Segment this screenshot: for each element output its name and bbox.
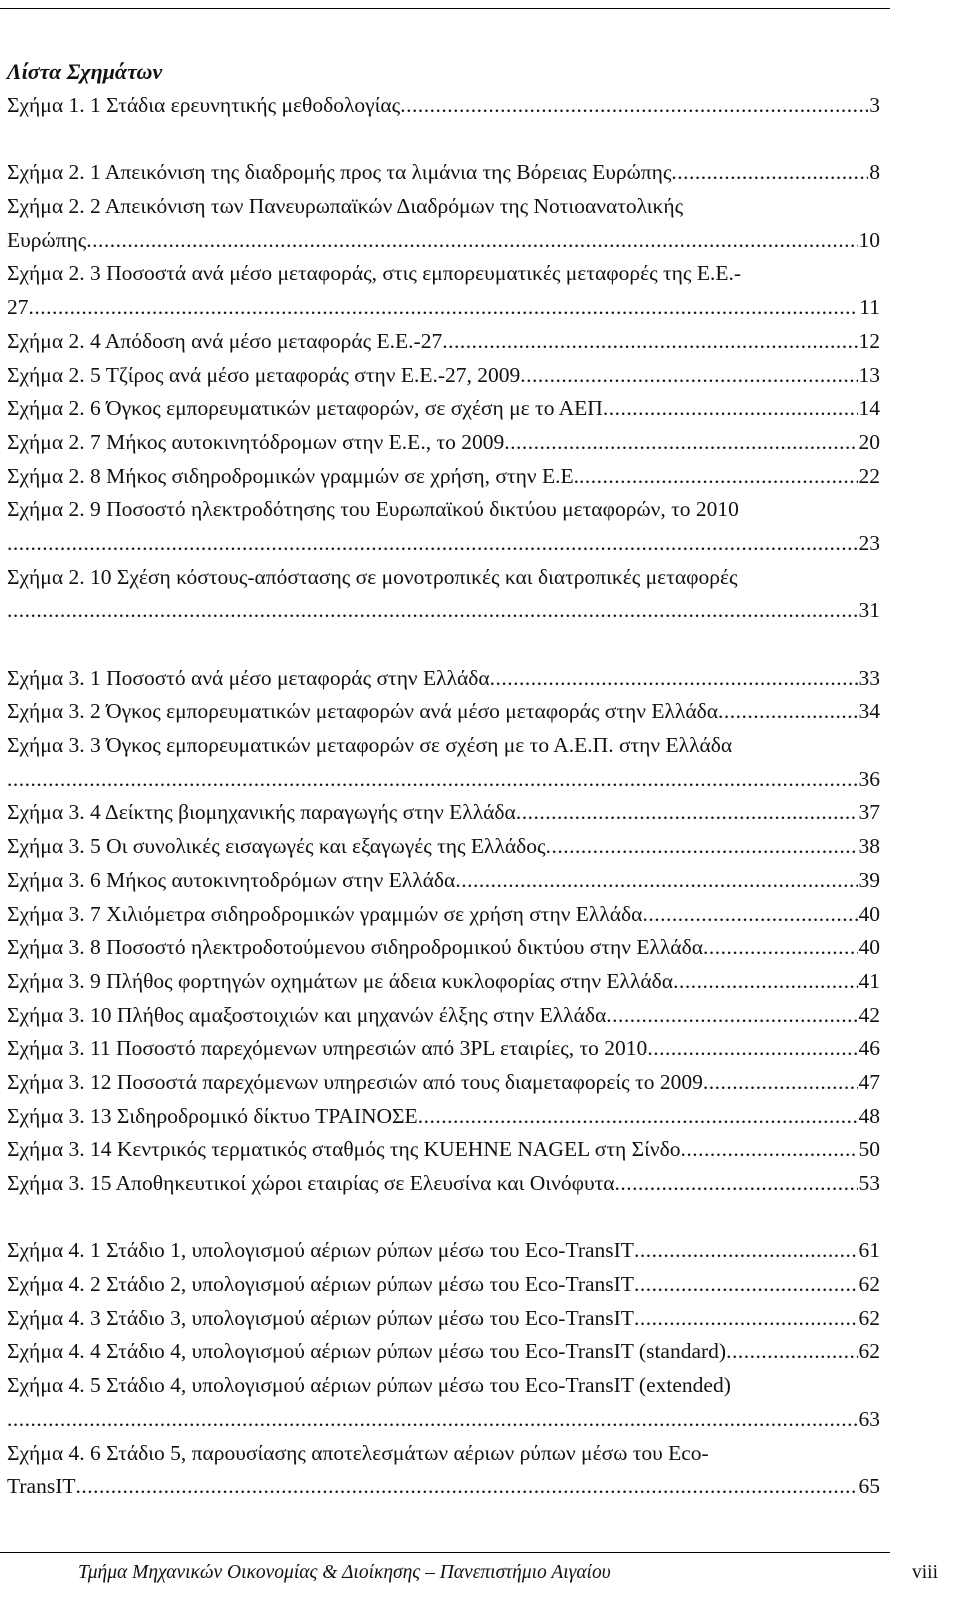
toc-page-number: 61 <box>858 1238 880 1263</box>
dot-leader <box>606 999 857 1033</box>
toc-entry-text: Σχήμα 3. 7 Χιλιόμετρα σιδηροδρομικών γραμμών σε χρήση στην Ελλάδα <box>7 901 643 926</box>
toc-entry-text: Σχήμα 3. 5 Οι συνολικές εισαγωγές και εξαγωγές της Ελλάδος <box>7 834 546 859</box>
toc-entry-line <box>7 965 880 999</box>
toc-entry-text: Σχήμα 1. 1 Στάδια ερευνητικής μεθοδολογίας <box>7 93 401 117</box>
toc-entry-line <box>7 426 880 460</box>
dot-leader <box>634 1234 858 1268</box>
toc-entry-line <box>7 796 880 830</box>
toc-page-number: 46 <box>858 1036 880 1061</box>
toc-entry[interactable] <box>7 1133 880 1167</box>
toc-entry[interactable] <box>7 1066 880 1100</box>
toc-entry[interactable] <box>7 1369 880 1436</box>
toc-entry-line <box>7 1100 880 1134</box>
dot-leader <box>516 796 858 830</box>
toc-entry[interactable] <box>7 695 880 729</box>
toc-page-number: 53 <box>858 1171 880 1195</box>
toc-entry-line <box>7 864 880 898</box>
toc-entry-text: Σχήμα 3. 14 Κεντρικός τερματικός σταθμός της KUEHNE NAGEL στη Σίνδο <box>7 1137 681 1162</box>
dot-leader <box>520 359 857 393</box>
toc-page-number: 14 <box>858 396 880 421</box>
toc-entry[interactable] <box>7 190 880 257</box>
toc-entry-line <box>7 1302 880 1336</box>
toc-entry-line <box>7 1403 880 1437</box>
toc-entry-line <box>7 224 880 258</box>
dot-leader <box>86 224 857 258</box>
toc-page-number: 3 <box>869 93 880 117</box>
toc-entry[interactable] <box>7 460 880 494</box>
toc-page-number: 10 <box>858 227 880 252</box>
footer-text: Τμήμα Μηχανικών Οικονομίας & Διοίκησης – Πανεπιστήμιο Αιγαίου <box>78 1562 611 1583</box>
group-spacer <box>7 1201 880 1235</box>
toc-entry-text: Σχήμα 3. 3 Όγκος εμπορευματικών μεταφορών σε σχέση με το Α.Ε.Π. στην Ελλάδα <box>7 733 733 758</box>
toc-page-number: 41 <box>858 968 880 993</box>
dot-leader <box>504 426 857 460</box>
toc-page-number: 22 <box>858 463 880 488</box>
toc-entry-text: Σχήμα 2. 4 Απόδοση ανά μέσο μεταφοράς Ε.Ε.-27 <box>7 328 443 353</box>
toc-entry-line <box>7 695 880 729</box>
toc-entry-text: Σχήμα 3. 4 Δείκτης βιομηχανικής παραγωγής στην Ελλάδα <box>7 800 516 825</box>
toc-entry-text: Σχήμα 2. 7 Μήκος αυτοκινητόδρομων στην Ε.Ε., το 2009 <box>7 429 505 454</box>
toc-entry-line <box>7 931 880 965</box>
dot-leader <box>29 291 859 325</box>
toc-entry-line <box>7 392 880 426</box>
toc-page-number: 62 <box>858 1272 880 1297</box>
toc-page-number: 20 <box>858 429 880 454</box>
toc-entry-text: Σχήμα 3. 6 Μήκος αυτοκινητοδρόμων στην Ελλάδα <box>7 867 456 892</box>
toc-page-number: 38 <box>858 834 880 859</box>
toc-entry-line <box>7 190 880 224</box>
toc-entry-text: 27 <box>7 295 29 320</box>
toc-entry[interactable] <box>7 359 880 393</box>
toc-page-number: 33 <box>858 665 880 690</box>
toc-entry-text: Σχήμα 4. 3 Στάδιο 3, υπολογισμού αέριων ρύπων μέσω του Eco-TransIT <box>7 1305 634 1330</box>
toc-entry[interactable] <box>7 796 880 830</box>
toc-entry-line <box>7 1066 880 1100</box>
toc-entry[interactable] <box>7 561 880 628</box>
group-spacer <box>7 628 880 662</box>
header-rule <box>0 8 890 9</box>
toc-page-number: 63 <box>858 1406 880 1431</box>
dot-leader <box>634 1302 858 1336</box>
dot-leader <box>703 931 858 965</box>
toc-entry-line <box>7 594 880 628</box>
toc-entry-line <box>7 359 880 393</box>
toc-entry-line <box>7 763 880 797</box>
toc-entry[interactable] <box>7 662 880 696</box>
dot-leader <box>647 1032 857 1066</box>
toc-entry-line <box>7 1268 880 1302</box>
toc-entry-text: Σχήμα 4. 4 Στάδιο 4, υπολογισμού αέριων ρύπων μέσω του Eco-TransIT (standard) <box>7 1339 727 1364</box>
toc-entry-text: Σχήμα 2. 9 Ποσοστό ηλεκτροδότησης του Ευρωπαϊκού δικτύου μεταφορών, το 2010 <box>7 497 739 522</box>
toc-entry-line <box>7 662 880 696</box>
toc-page-number: 23 <box>858 530 880 555</box>
toc-page-number: 12 <box>858 328 880 353</box>
toc-entry-text: Σχήμα 3. 9 Πλήθος φορτηγών οχημάτων με άδεια κυκλοφορίας στην Ελλάδα <box>7 968 674 993</box>
toc-entry-text: TransIT <box>7 1474 76 1499</box>
dot-leader <box>718 695 858 729</box>
toc-entry-line <box>7 1167 880 1201</box>
toc-entry-line <box>7 898 880 932</box>
dot-leader <box>455 864 857 898</box>
toc-entry[interactable] <box>7 729 880 796</box>
dot-leader <box>703 1066 858 1100</box>
toc-entry-line <box>7 1335 880 1369</box>
toc-entry-line <box>7 999 880 1033</box>
group-spacer <box>7 123 880 157</box>
toc-entry-text: Σχήμα 3. 11 Ποσοστό παρεχόμενων υπηρεσιών από 3PL εταιρίες, το 2010 <box>7 1036 648 1061</box>
toc-entry[interactable] <box>7 1302 880 1336</box>
toc-entry[interactable] <box>7 1437 880 1504</box>
dot-leader <box>7 1403 858 1437</box>
toc-page-number: 39 <box>858 867 880 892</box>
toc-entry-text: Σχήμα 3. 1 Ποσοστό ανά μέσο μεταφοράς στην Ελλάδα <box>7 665 490 690</box>
toc-page-number: 40 <box>858 935 880 960</box>
toc-entry[interactable] <box>7 999 880 1033</box>
toc-entry-line <box>7 493 880 527</box>
toc-entry-text: Σχήμα 2. 6 Όγκος εμπορευματικών μεταφορών, σε σχέση με το ΑΕΠ <box>7 396 603 421</box>
toc-entry[interactable] <box>7 965 880 999</box>
toc-entries <box>7 89 880 1504</box>
toc-entry[interactable] <box>7 257 880 324</box>
list-of-figures <box>7 55 880 1504</box>
dot-leader <box>7 763 858 797</box>
toc-entry-text: Σχήμα 3. 15 Αποθηκευτικοί χώροι εταιρίας σε Ελευσίνα και Οινόφυτα <box>7 1171 615 1195</box>
toc-title: Λίστα Σχημάτων <box>7 59 163 84</box>
toc-page-number: 50 <box>858 1137 880 1162</box>
dot-leader <box>603 392 858 426</box>
toc-entry-line <box>7 527 880 561</box>
toc-entry-text: Σχήμα 2. 1 Απεικόνιση της διαδρομής προς τα λιμάνια της Βόρειας Ευρώπης <box>7 160 672 185</box>
dot-leader <box>615 1167 858 1201</box>
toc-entry-line <box>7 460 880 494</box>
toc-entry-line <box>7 1470 880 1504</box>
toc-page-number: 11 <box>859 295 880 320</box>
toc-entry-text: Σχήμα 3. 12 Ποσοστά παρεχόμενων υπηρεσιών από τους διαμεταφορείς το 2009 <box>7 1069 703 1094</box>
footer-page-number: viii <box>911 1562 938 1583</box>
dot-leader <box>642 898 857 932</box>
dot-leader <box>7 594 858 628</box>
toc-page-number: 48 <box>858 1103 880 1128</box>
toc-entry-line <box>7 156 880 190</box>
toc-entry-line <box>7 257 880 291</box>
dot-leader <box>726 1335 857 1369</box>
dot-leader <box>7 527 858 561</box>
toc-entry[interactable] <box>7 325 880 359</box>
toc-entry-line <box>7 325 880 359</box>
toc-entry-text: Σχήμα 2. 10 Σχέση κόστους-απόστασης σε μονοτροπικές και διατροπικές μεταφορές <box>7 564 738 589</box>
toc-entry[interactable] <box>7 493 880 560</box>
dot-leader <box>490 662 858 696</box>
toc-page-number: 37 <box>858 800 880 825</box>
dot-leader <box>400 89 868 123</box>
toc-entry[interactable] <box>7 1167 880 1201</box>
toc-entry-line <box>7 1234 880 1268</box>
dot-leader <box>76 1470 858 1504</box>
toc-page-number: 8 <box>869 160 880 185</box>
toc-entry[interactable] <box>7 89 880 123</box>
toc-entry-text: Σχήμα 3. 10 Πλήθος αμαξοστοιχιών και μηχανών έλξης στην Ελλάδα <box>7 1002 607 1027</box>
toc-entry[interactable] <box>7 830 880 864</box>
dot-leader <box>579 460 858 494</box>
toc-entry-line <box>7 729 880 763</box>
toc-page-number: 31 <box>858 598 880 623</box>
dot-leader <box>634 1268 858 1302</box>
toc-entry[interactable] <box>7 931 880 965</box>
toc-entry-text: Σχήμα 4. 5 Στάδιο 4, υπολογισμού αέριων ρύπων μέσω του Eco-TransIT (extended) <box>7 1373 731 1398</box>
dot-leader <box>681 1133 858 1167</box>
toc-entry-line <box>7 1369 880 1403</box>
toc-page-number: 47 <box>858 1069 880 1094</box>
dot-leader <box>546 830 858 864</box>
toc-entry[interactable] <box>7 1268 880 1302</box>
footer-rule <box>0 1552 890 1553</box>
toc-entry-text: Σχήμα 3. 8 Ποσοστό ηλεκτροδοτούμενου σιδηροδρομικού δικτύου στην Ελλάδα <box>7 935 703 960</box>
toc-entry-line <box>7 830 880 864</box>
dot-leader <box>673 965 857 999</box>
toc-page-number: 62 <box>858 1305 880 1330</box>
toc-page-number: 36 <box>858 766 880 791</box>
toc-entry-line <box>7 89 880 123</box>
toc-entry-text: Σχήμα 2. 5 Τζίρος ανά μέσο μεταφοράς στην Ε.Ε.-27, 2009 <box>7 362 521 387</box>
dot-leader <box>671 156 868 190</box>
toc-entry-text: Σχήμα 4. 1 Στάδιο 1, υπολογισμού αέριων ρύπων μέσω του Eco-TransIT <box>7 1238 634 1263</box>
toc-entry-text: Σχήμα 2. 2 Απεικόνιση των Πανευρωπαϊκών Διαδρόμων της Νοτιοανατολικής <box>7 194 684 219</box>
toc-page-number: 42 <box>858 1002 880 1027</box>
toc-entry[interactable] <box>7 1032 880 1066</box>
toc-entry[interactable] <box>7 1234 880 1268</box>
toc-entry-text: Σχήμα 3. 2 Όγκος εμπορευματικών μεταφορών ανά μέσο μεταφοράς στην Ελλάδα <box>7 699 718 724</box>
toc-entry[interactable] <box>7 1335 880 1369</box>
toc-entry-line <box>7 291 880 325</box>
toc-entry-line <box>7 1133 880 1167</box>
toc-entry-text: Σχήμα 4. 2 Στάδιο 2, υπολογισμού αέριων ρύπων μέσω του Eco-TransIT <box>7 1272 634 1297</box>
toc-entry-text: Σχήμα 2. 3 Ποσοστά ανά μέσο μεταφοράς, στις εμπορευματικές μεταφορές της Ε.Ε.- <box>7 261 741 286</box>
toc-entry-line <box>7 1437 880 1471</box>
toc-entry-text: Σχήμα 3. 13 Σιδηροδρομικό δίκτυο ΤΡΑΙΝΟΣΕ <box>7 1103 418 1128</box>
toc-entry-text: Σχήμα 2. 8 Μήκος σιδηροδρομικών γραμμών σε χρήση, στην Ε.Ε. <box>7 463 579 488</box>
toc-entry-line <box>7 1032 880 1066</box>
toc-entry-text: Ευρώπης <box>7 227 87 252</box>
toc-page-number: 65 <box>858 1474 880 1499</box>
toc-entry[interactable] <box>7 426 880 460</box>
toc-entry[interactable] <box>7 1100 880 1134</box>
toc-entry[interactable] <box>7 864 880 898</box>
toc-page-number: 34 <box>858 699 880 724</box>
toc-entry[interactable] <box>7 392 880 426</box>
toc-entry[interactable] <box>7 156 880 190</box>
toc-page-number: 13 <box>858 362 880 387</box>
toc-entry[interactable] <box>7 898 880 932</box>
toc-page-number: 40 <box>858 901 880 926</box>
toc-entry-text: Σχήμα 4. 6 Στάδιο 5, παρουσίασης αποτελεσμάτων αέριων ρύπων μέσω του Eco- <box>7 1440 709 1465</box>
toc-page-number: 62 <box>858 1339 880 1364</box>
dot-leader <box>418 1100 858 1134</box>
toc-entry-line <box>7 561 880 595</box>
dot-leader <box>442 325 857 359</box>
